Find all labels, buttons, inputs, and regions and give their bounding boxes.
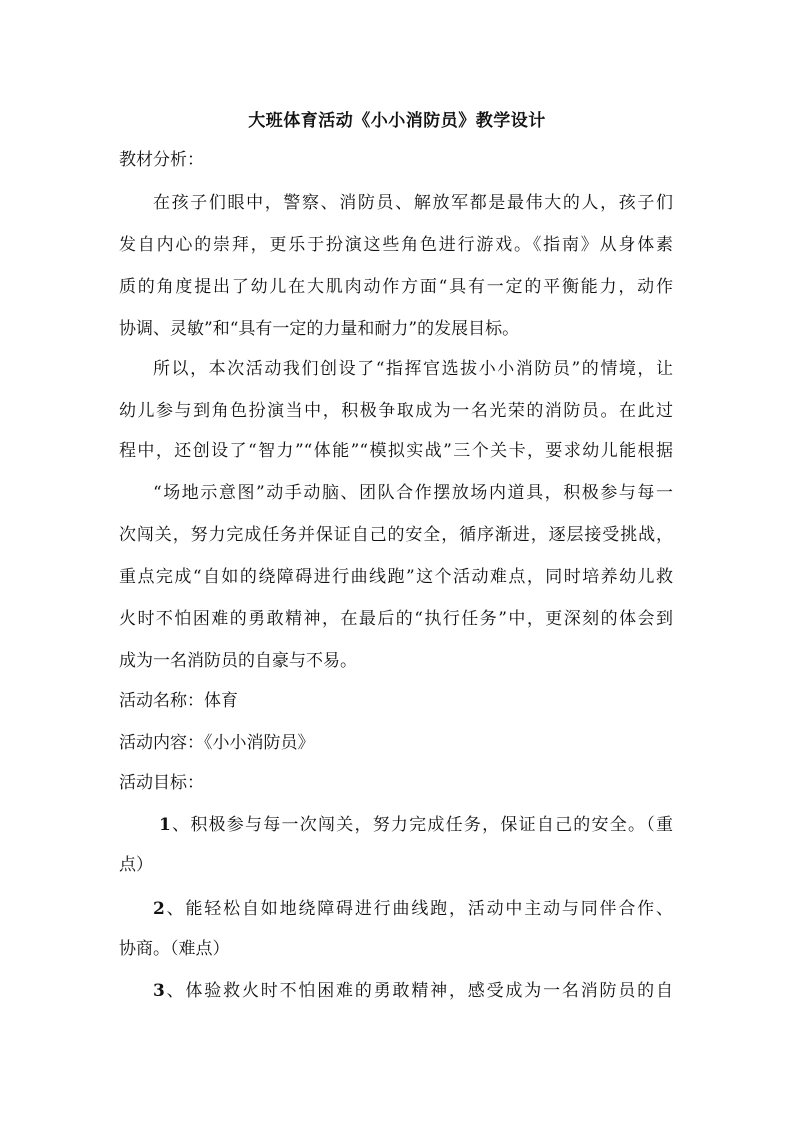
paragraph-line: 次闯关，努力完成任务并保证自己的安全，循序渐进，逐层接受挑战， xyxy=(119,525,673,545)
paragraph-line: “场地示意图”动手动脑、团队合作摆放场内道具，积极参与每一 xyxy=(153,483,673,503)
paragraph-line: 重点完成“自如的绕障碍进行曲线跑”这个活动难点，同时培养幼儿救 xyxy=(119,567,673,587)
paragraph-line: 火时不怕困难的勇敢精神，在最后的“执行任务”中，更深刻的体会到 xyxy=(119,609,673,629)
paragraph-line: 成为一名消防员的自豪与不易。 xyxy=(119,651,357,671)
goal-number: 1 xyxy=(159,815,171,835)
goal-2-line xyxy=(153,899,673,919)
section-heading-goals: 活动目标： xyxy=(119,773,204,793)
goal-number: 3 xyxy=(153,981,165,1001)
activity-name: 活动名称：体育 xyxy=(119,691,238,711)
section-heading-analysis: 教材分析： xyxy=(119,150,204,170)
document-title: 大班体育活动《小小消防员》教学设计 xyxy=(248,111,546,131)
goal-number: 2 xyxy=(153,899,165,919)
goal-text: 、体验救火时不怕困难的勇敢精神，感受成为一名消防员的自 xyxy=(164,981,673,1001)
goal-text: 、能轻松自如地绕障碍进行曲线跑，活动中主动与同伴合作、 xyxy=(164,899,673,919)
goal-1-line-2: 点） xyxy=(119,855,153,875)
paragraph-line: 在孩子们眼中，警察、消防员、解放军都是最伟大的人，孩子们 xyxy=(153,193,673,213)
goal-2-line-2: 协商。（难点） xyxy=(119,939,230,959)
paragraph-line: 协调、灵敏”和“具有一定的力量和耐力”的发展目标。 xyxy=(119,319,520,339)
goal-text: 、积极参与每一次闯关，努力完成任务，保证自己的安全。（重 xyxy=(170,815,673,835)
paragraph-line: 所以，本次活动我们创设了“指挥官选拔小小消防员”的情境，让 xyxy=(153,359,673,379)
paragraph-line: 质的角度提出了幼儿在大肌肉动作方面“具有一定的平衡能力，动作 xyxy=(119,277,673,297)
paragraph-line: 发自内心的崇拜，更乐于扮演这些角色进行游戏。《指南》从身体素 xyxy=(119,235,673,255)
paragraph-line: 幼儿参与到角色扮演当中，积极争取成为一名光荣的消防员。在此过 xyxy=(119,401,673,421)
activity-content: 活动内容：《小小消防员》 xyxy=(119,733,315,753)
paragraph-line: 程中，还创设了“智力”“体能”“模拟实战”三个关卡，要求幼儿能根据 xyxy=(119,441,673,461)
goal-3-line xyxy=(153,981,673,1001)
goal-1-line xyxy=(159,815,673,835)
